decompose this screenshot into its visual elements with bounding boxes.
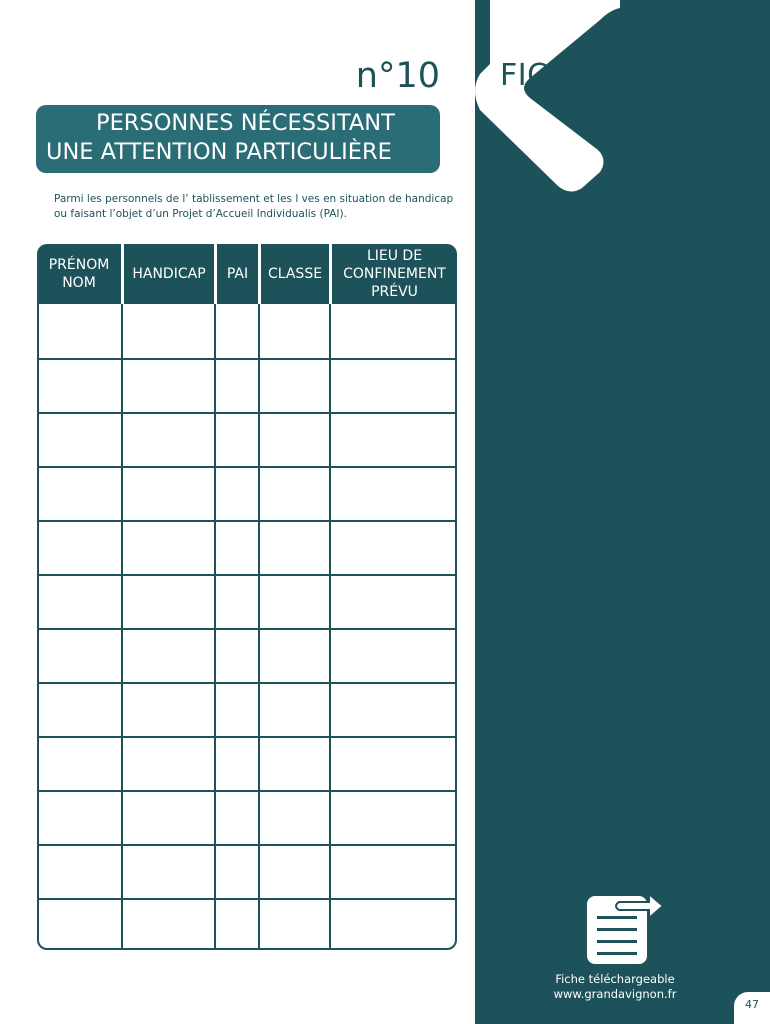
table-header: [37, 244, 457, 304]
header-classe-label: CLASSE: [267, 266, 323, 282]
table-cell[interactable]: [260, 844, 331, 898]
table-row: [39, 466, 455, 522]
table-row: [39, 628, 455, 684]
table-cell[interactable]: [39, 412, 123, 466]
table-row: [39, 412, 455, 468]
header-prevu: PRÉVU: [371, 284, 418, 300]
header-lieu: LIEU DE: [366, 248, 423, 264]
table-cell[interactable]: [39, 790, 123, 844]
table-cell[interactable]: [123, 682, 216, 736]
table-cell[interactable]: [260, 466, 331, 520]
header-classe: [258, 244, 329, 304]
header-handicap-label: HANDICAP: [132, 266, 206, 282]
persons-table: [37, 244, 457, 950]
table-cell[interactable]: [123, 520, 216, 574]
table-cell[interactable]: [216, 358, 260, 412]
table-cell[interactable]: [216, 520, 260, 574]
table-cell[interactable]: [123, 790, 216, 844]
table-cell[interactable]: [123, 412, 216, 466]
table-cell[interactable]: [216, 898, 260, 950]
intro-line-2: ou faisant l’objet d’un Projet d’Accueil Individualis (PAI).: [54, 208, 347, 220]
table-row: [39, 844, 455, 900]
table-row: [39, 682, 455, 738]
table-cell[interactable]: [39, 304, 123, 358]
title-line-1: PERSONNES NÉCESSITANT: [96, 110, 395, 136]
table-cell[interactable]: [260, 790, 331, 844]
table-cell[interactable]: [39, 358, 123, 412]
download-url[interactable]: www.grandavignon.fr: [553, 987, 677, 1001]
table-cell[interactable]: [39, 898, 123, 950]
table-body: [37, 304, 457, 950]
table-row: [39, 736, 455, 792]
table-cell[interactable]: [260, 736, 331, 790]
table-cell[interactable]: [216, 682, 260, 736]
download-label: Fiche téléchargeable: [555, 972, 675, 986]
header-prenom: PRÉNOM: [48, 257, 110, 273]
chevron-arrow-shape: [470, 0, 630, 200]
table-cell[interactable]: [331, 844, 455, 898]
download-info: [540, 972, 690, 1002]
table-cell[interactable]: [260, 628, 331, 682]
intro-line-1: Parmi les personnels de l’ tablissement et les l ves en situation de handicap: [54, 193, 454, 205]
table-cell[interactable]: [331, 358, 455, 412]
intro-text: [54, 192, 454, 222]
table-cell[interactable]: [260, 304, 331, 358]
page-title: [36, 105, 440, 173]
header-confinement: CONFINEMENT: [343, 266, 446, 282]
header-nom: NOM: [62, 275, 96, 291]
table-cell[interactable]: [216, 790, 260, 844]
table-cell[interactable]: [123, 466, 216, 520]
table-cell[interactable]: [123, 358, 216, 412]
table-cell[interactable]: [331, 520, 455, 574]
table-cell[interactable]: [123, 844, 216, 898]
table-row: [39, 790, 455, 846]
table-cell[interactable]: [39, 682, 123, 736]
header-prenom-nom: [37, 244, 121, 304]
table-cell[interactable]: [216, 304, 260, 358]
table-cell[interactable]: [216, 844, 260, 898]
table-cell[interactable]: [260, 358, 331, 412]
title-line-2: UNE ATTENTION PARTICULIÈRE: [46, 139, 392, 165]
header-lieu-confinement: [329, 244, 457, 304]
table-row: [39, 520, 455, 576]
table-cell[interactable]: [331, 682, 455, 736]
table-cell[interactable]: [260, 520, 331, 574]
table-row: [39, 358, 455, 414]
table-row: [39, 304, 455, 360]
table-cell[interactable]: [123, 304, 216, 358]
table-cell[interactable]: [216, 628, 260, 682]
header-handicap: [121, 244, 214, 304]
table-cell[interactable]: [216, 412, 260, 466]
table-cell[interactable]: [39, 520, 123, 574]
header-pai: [214, 244, 258, 304]
page-number: 47: [734, 992, 770, 1024]
fiche-number: n°10: [355, 56, 440, 96]
table-cell[interactable]: [123, 736, 216, 790]
fiche-support-label: FICHE SUPPORT: [500, 58, 743, 93]
table-cell[interactable]: [123, 898, 216, 950]
download-document-icon: [583, 888, 667, 966]
table-cell[interactable]: [39, 736, 123, 790]
table-cell[interactable]: [331, 736, 455, 790]
table-cell[interactable]: [39, 628, 123, 682]
table-cell[interactable]: [331, 898, 455, 950]
table-cell[interactable]: [123, 574, 216, 628]
table-cell[interactable]: [39, 466, 123, 520]
header-pai-label: PAI: [226, 266, 249, 282]
table-cell[interactable]: [331, 412, 455, 466]
table-cell[interactable]: [39, 844, 123, 898]
table-cell[interactable]: [260, 412, 331, 466]
table-row: [39, 898, 455, 950]
table-cell[interactable]: [216, 736, 260, 790]
table-cell[interactable]: [260, 682, 331, 736]
table-cell[interactable]: [331, 628, 455, 682]
table-cell[interactable]: [331, 574, 455, 628]
table-cell[interactable]: [216, 466, 260, 520]
table-cell[interactable]: [331, 790, 455, 844]
table-cell[interactable]: [123, 628, 216, 682]
table-cell[interactable]: [39, 574, 123, 628]
table-cell[interactable]: [331, 466, 455, 520]
table-cell[interactable]: [260, 898, 331, 950]
table-row: [39, 574, 455, 630]
table-cell[interactable]: [216, 574, 260, 628]
table-cell[interactable]: [260, 574, 331, 628]
table-cell[interactable]: [331, 304, 455, 358]
